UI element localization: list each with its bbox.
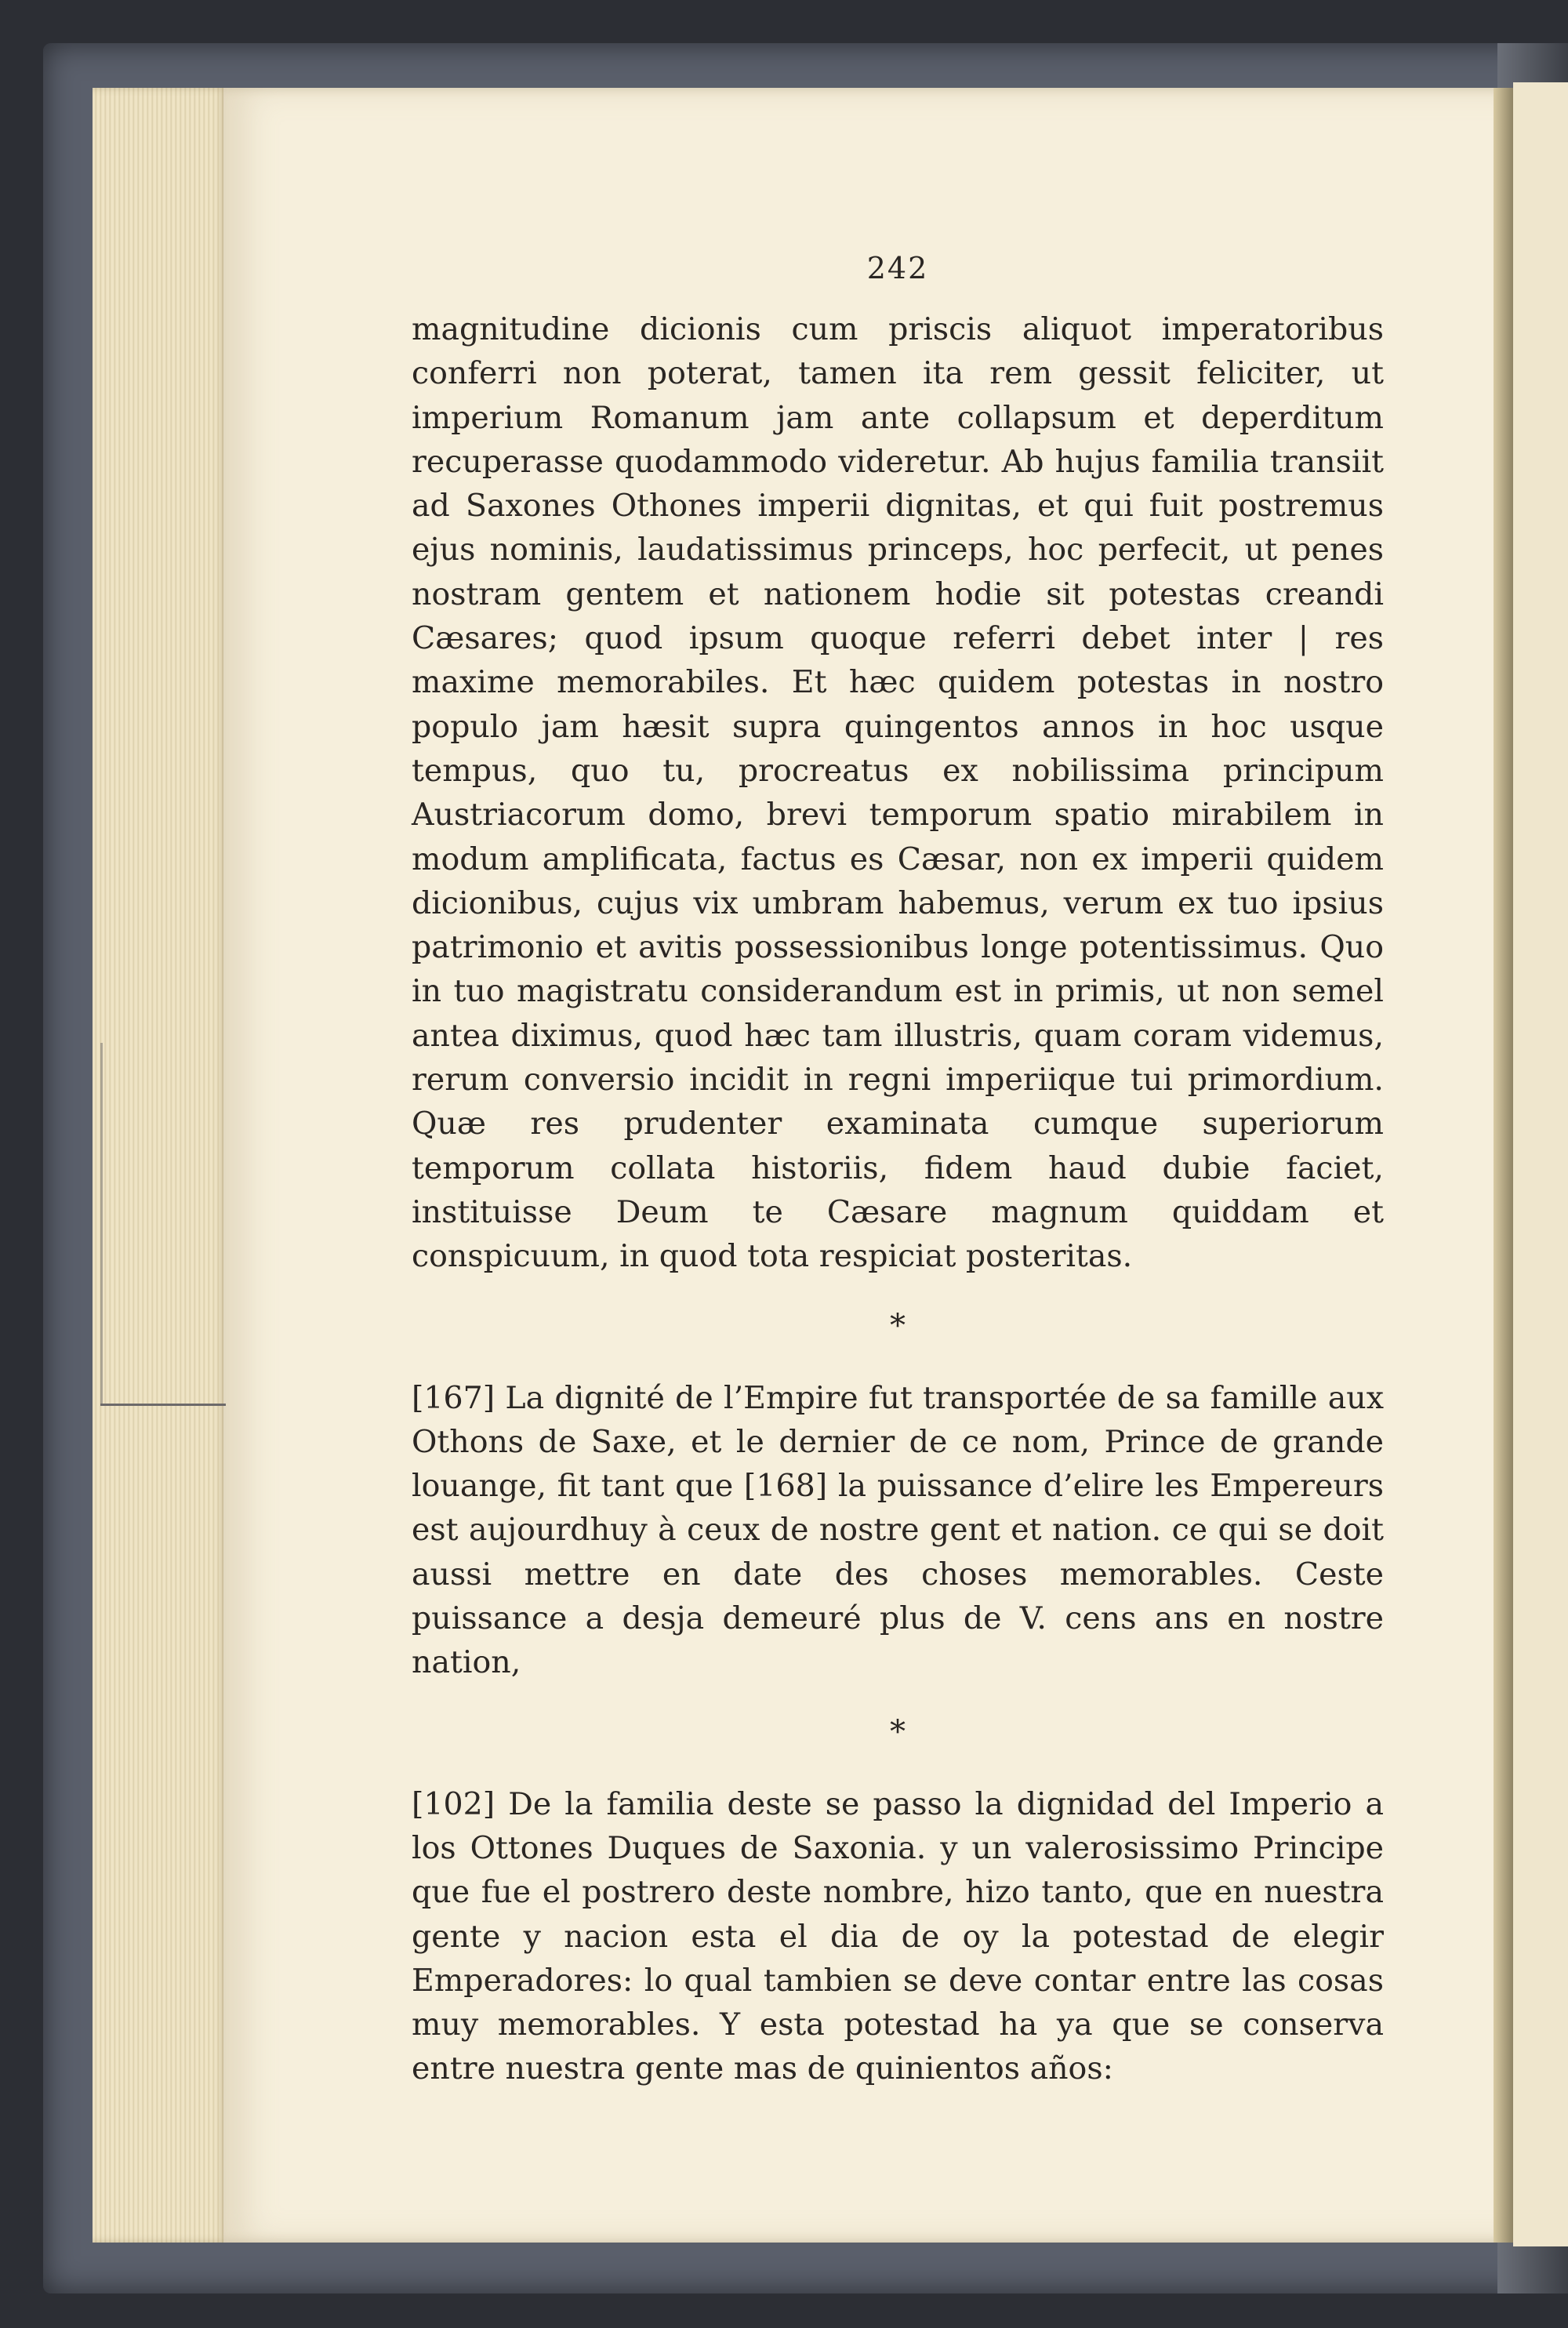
page-text — [412, 251, 1384, 2091]
page-edges — [93, 88, 227, 2243]
margin-mark — [100, 1043, 103, 1404]
latin-paragraph: magnitudine dicionis cum priscis aliquot imperatoribus conferri non poterat, tamen ita rem gessit feliciter, ut imperium Romanum jam ante collapsum et deperditum recuperasse quodammodo videretur. Ab hujus familia transiit ad Saxones Othones imperii dignitas, et qui fuit postremus ejus nominis, laudatissimus princeps, hoc perfecit, ut penes nostram gentem et nationem hodie sit potestas creandi Cæsares; quod ipsum quoque referri debet inter | res maxime memorabiles. Et hæc quidem potestas in nostro populo jam hæsit supra quingentos annos in hoc usque tempus, quo tu, procreatus ex nobilissima principum Austriacorum domo, brevi temporum spatio mirabilem in modum amplificata, factus es Cæsar, non ex imperii quidem dicionibus, cujus vix umbram habemus, verum ex tuo ipsius patrimonio et avitis possessionibus longe potentissimus. Quo in tuo magistratu considerandum est in primis, ut non semel antea diximus, quod hæc tam illustris, quam coram videmus, rerum conversio incidit in regni imperiique tui primordium. Quæ res prudenter examinata cumque superiorum temporum collata historiis, fidem haud dubie faciet, instituisse Deum te Cæsare magnum quiddam et conspicuum, in quod tota respiciat posteritas. — [412, 311, 1384, 1275]
facing-page-edge — [1513, 82, 1568, 2246]
page-gutter — [1494, 88, 1513, 2243]
spanish-paragraph: [102] De la familia deste se passo la dignidad del Imperio a los Ottones Duques de Saxonia. y un valerosissimo Principe que fue el postrero deste nombre, hizo tanto, que en nuestra gente y nacion esta el dia de oy la potestad de elegir Emperadores: lo qual tambien se deve contar entre las cosas muy memorables. Y esta potestad ha ya que se conserva entre nuestra gente mas de quinientos años: — [412, 1785, 1384, 2087]
section-separator: * — [890, 1307, 906, 1344]
margin-mark — [100, 1404, 226, 1406]
section-separator: * — [890, 1713, 906, 1750]
french-paragraph: [167] La dignité de l’Empire fut transportée de sa famille aux Othons de Saxe, et le dernier de ce nom, Prince de grande louange, fit tant que [168] la puissance d’elire les Empereurs est aujourdhuy à ceux de nostre gent et nation. ce qui se doit aussi mettre en date des choses memorables. Ceste puissance a desja demeuré plus de V. cens ans en nostre nation, — [412, 1379, 1384, 1681]
page-number: 242 — [866, 251, 929, 285]
